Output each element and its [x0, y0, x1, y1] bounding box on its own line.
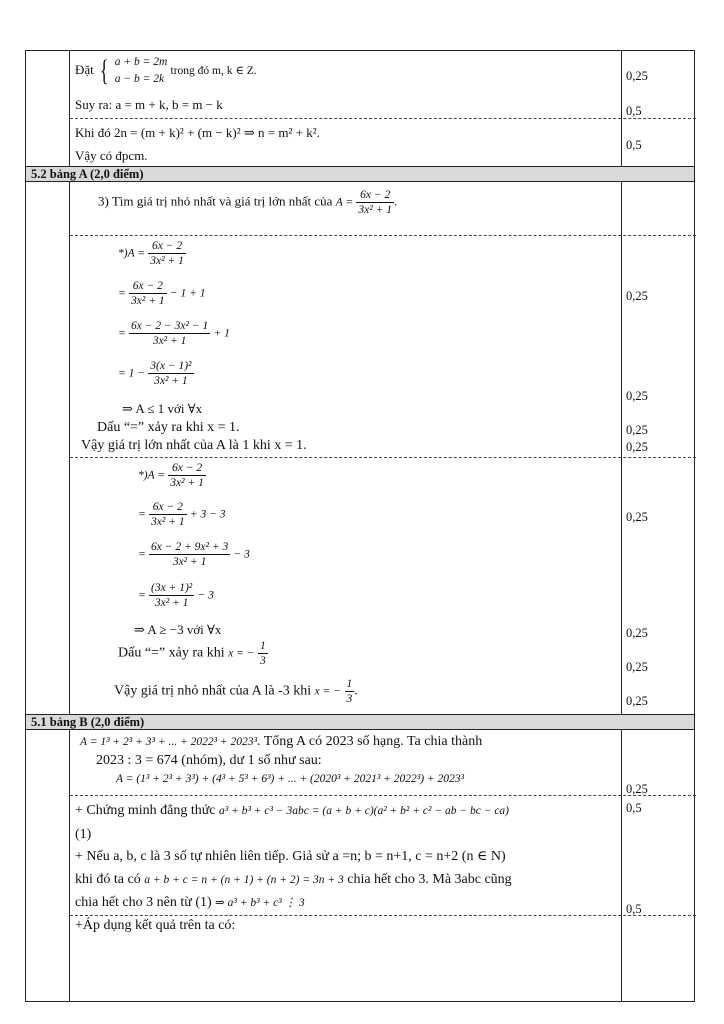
column-divider-right: [621, 51, 622, 1001]
max-step-2: [118, 279, 205, 308]
denominator: 3: [346, 693, 353, 705]
numerator: 6x − 2: [152, 501, 183, 513]
grouping-text: 2023 : 3 = 674 (nhóm), dư 1 số như sau:: [96, 753, 322, 768]
condition-text: Dấu “=” xảy ra khi: [118, 645, 225, 661]
score: 0,5: [626, 104, 642, 118]
divisibility-conclusion: [75, 895, 305, 911]
denominator: 3x² + 1: [148, 373, 193, 388]
a-label: *)A =: [138, 469, 166, 482]
formula: ⇒ a³ + b³ + c³ ⋮ 3: [215, 897, 305, 909]
score: 0,25: [626, 782, 648, 796]
row-divider: [70, 915, 696, 916]
max-step-1: [118, 239, 186, 268]
fraction: [148, 239, 186, 268]
eq-sum: a + b = 2m: [114, 56, 168, 68]
fraction: [129, 279, 167, 308]
fraction: [149, 581, 194, 610]
score: 0,25: [626, 510, 648, 524]
numerator: 1: [260, 640, 266, 652]
suffix: − 1 + 1: [169, 287, 206, 300]
x-value: x = −: [228, 647, 255, 660]
substitution-line: [75, 54, 257, 88]
identity-label: + Chứng minh đẳng thức: [75, 803, 216, 818]
formula: a + b + c = n + (n + 1) + (n + 2) = 3n + 3: [144, 874, 344, 886]
denominator: 3x² + 1: [131, 295, 165, 307]
text: khi đó ta có: [75, 872, 141, 887]
equals: =: [118, 327, 126, 340]
fraction: [129, 319, 210, 348]
question-text: 3) Tìm giá trị nhỏ nhất và giá trị lớn nhất của: [98, 193, 333, 209]
row-divider: [70, 795, 696, 796]
equals: =: [118, 287, 126, 300]
section-header-5-1: 5.1 bảng B (2,0 điểm): [26, 714, 694, 730]
max-step-4: [118, 359, 194, 388]
brace-glyph: {: [99, 54, 109, 87]
a-label: A =: [335, 196, 354, 209]
apply-result-line: +Áp dụng kết quả trên ta có:: [75, 918, 236, 933]
fraction: [168, 461, 206, 490]
score: 0,5: [626, 902, 642, 916]
numerator: 6x − 2 + 9x² + 3: [151, 541, 229, 553]
score: 0,25: [626, 69, 648, 83]
suffix: + 1: [213, 327, 230, 340]
answer-table: [25, 50, 695, 1002]
max-conclusion: Vậy giá trị lớn nhất của A là 1 khi x = 1.: [81, 438, 307, 453]
eq-diff: a − b = 2k: [114, 73, 165, 85]
numerator: 1: [346, 678, 353, 690]
denominator: 3: [260, 655, 266, 667]
numerator: 6x − 2 − 3x² − 1: [131, 320, 209, 332]
denominator: 3x² + 1: [149, 595, 194, 610]
min-equality-condition: [118, 639, 268, 668]
text-dat: Đặt: [75, 61, 94, 77]
equation-system: [115, 54, 168, 88]
question-3: 3) Tìm giá trị nhỏ nhất và giá trị lớn nhất của A = $\frac{6x - 2}{\text{3x² + 1}}$ .: [98, 189, 398, 216]
denominator: 3x² + 1: [150, 255, 184, 267]
identity-line: [75, 803, 509, 819]
score: 0,25: [626, 423, 648, 437]
sum-definition: [80, 734, 482, 750]
sum-divisible-line: [75, 872, 512, 888]
condition-text: trong đó m, k ∈ Z.: [170, 64, 257, 77]
numerator: 3(x − 1)²: [150, 360, 192, 372]
max-inequality: ⇒ A ≤ 1 với ∀x: [122, 401, 203, 416]
fraction: [149, 500, 187, 529]
fraction: [258, 639, 268, 668]
denominator: 3x² + 1: [151, 516, 185, 528]
row-divider: [70, 457, 696, 458]
min-conclusion: Vậy giá trị nhỏ nhất của A là -3 khi x = − $\frac{1}{3}$ .: [114, 678, 358, 705]
score: 0,25: [626, 660, 648, 674]
suffix: − 3: [197, 589, 214, 602]
x-value: x = −: [314, 685, 341, 698]
min-inequality: ⇒ A ≥ −3 với ∀x: [134, 622, 222, 637]
grouping-formula: A = (1³ + 2³ + 3³) + (4³ + 5³ + 6³) + ... + (2020³ + 2021³ + 2022³) + 2023³: [116, 773, 465, 785]
denominator: 3x² + 1: [149, 554, 230, 569]
fraction: [149, 540, 230, 569]
consecutive-numbers-line: + Nếu a, b, c là 3 số tự nhiên liên tiếp. Giả sử a =n; b = n+1, c = n+2 (n ∈ N): [75, 849, 506, 864]
identity-formula: a³ + b³ + c³ − 3abc = (a + b + c)(a² + b² + c² − ab − bc − ca): [219, 805, 510, 817]
row-divider: [70, 118, 696, 119]
sum-description: . Tổng A có 2023 số hạng. Ta chia thành: [257, 734, 483, 749]
score: 0,25: [626, 626, 648, 640]
row-divider: [70, 235, 696, 236]
numerator: 6x − 2: [172, 462, 203, 474]
score: 0,5: [626, 138, 642, 152]
min-step-4: [138, 581, 214, 610]
fraction: [356, 188, 394, 217]
score: 0,25: [626, 694, 648, 708]
max-step-3: [118, 319, 230, 348]
denominator: 3x² + 1: [129, 333, 210, 348]
min-step-1: [138, 461, 206, 490]
equation-number: (1): [75, 827, 92, 842]
conclusion-line: Vậy có đpcm.: [75, 148, 148, 163]
suffix: + 3 − 3: [189, 508, 226, 521]
a-label: *)A =: [118, 247, 146, 260]
sum-formula: A = 1³ + 2³ + 3³ + ... + 2022³ + 2023³: [80, 736, 257, 748]
numerator: 6x − 2: [132, 280, 163, 292]
score: 0,25: [626, 289, 648, 303]
numerator: 6x − 2: [152, 240, 183, 252]
max-equality-condition: Dấu “=” xảy ra khi x = 1.: [97, 420, 240, 435]
prefix: = 1 −: [118, 367, 146, 380]
text: chia hết cho 3. Mà 3abc cũng: [347, 872, 512, 887]
equals: =: [138, 508, 146, 521]
min-step-2: [138, 500, 225, 529]
denominator: 3x² + 1: [358, 204, 392, 216]
fraction: [345, 677, 355, 706]
numerator: 6x − 2: [360, 189, 391, 201]
min-step-3: [138, 540, 250, 569]
numerator: (3x + 1)²: [151, 582, 193, 594]
conclusion-text: Vậy giá trị nhỏ nhất của A là -3 khi: [114, 683, 312, 699]
equals: =: [138, 548, 146, 561]
fraction: [148, 359, 193, 388]
column-divider-left: [69, 51, 70, 1001]
score: 0,5: [626, 801, 642, 815]
suyra-line: Suy ra: a = m + k, b = m − k: [75, 97, 223, 112]
khido-line: Khi đó 2n = (m + k)² + (m − k)² ⇒ n = m² + k².: [75, 125, 320, 140]
equals: =: [138, 589, 146, 602]
score: 0,25: [626, 440, 648, 454]
denominator: 3x² + 1: [170, 477, 204, 489]
score: 0,25: [626, 389, 648, 403]
text: chia hết cho 3 nên từ (1): [75, 895, 212, 910]
section-header-5-2: 5.2 bảng A (2,0 điểm): [26, 166, 694, 182]
suffix: − 3: [233, 548, 250, 561]
